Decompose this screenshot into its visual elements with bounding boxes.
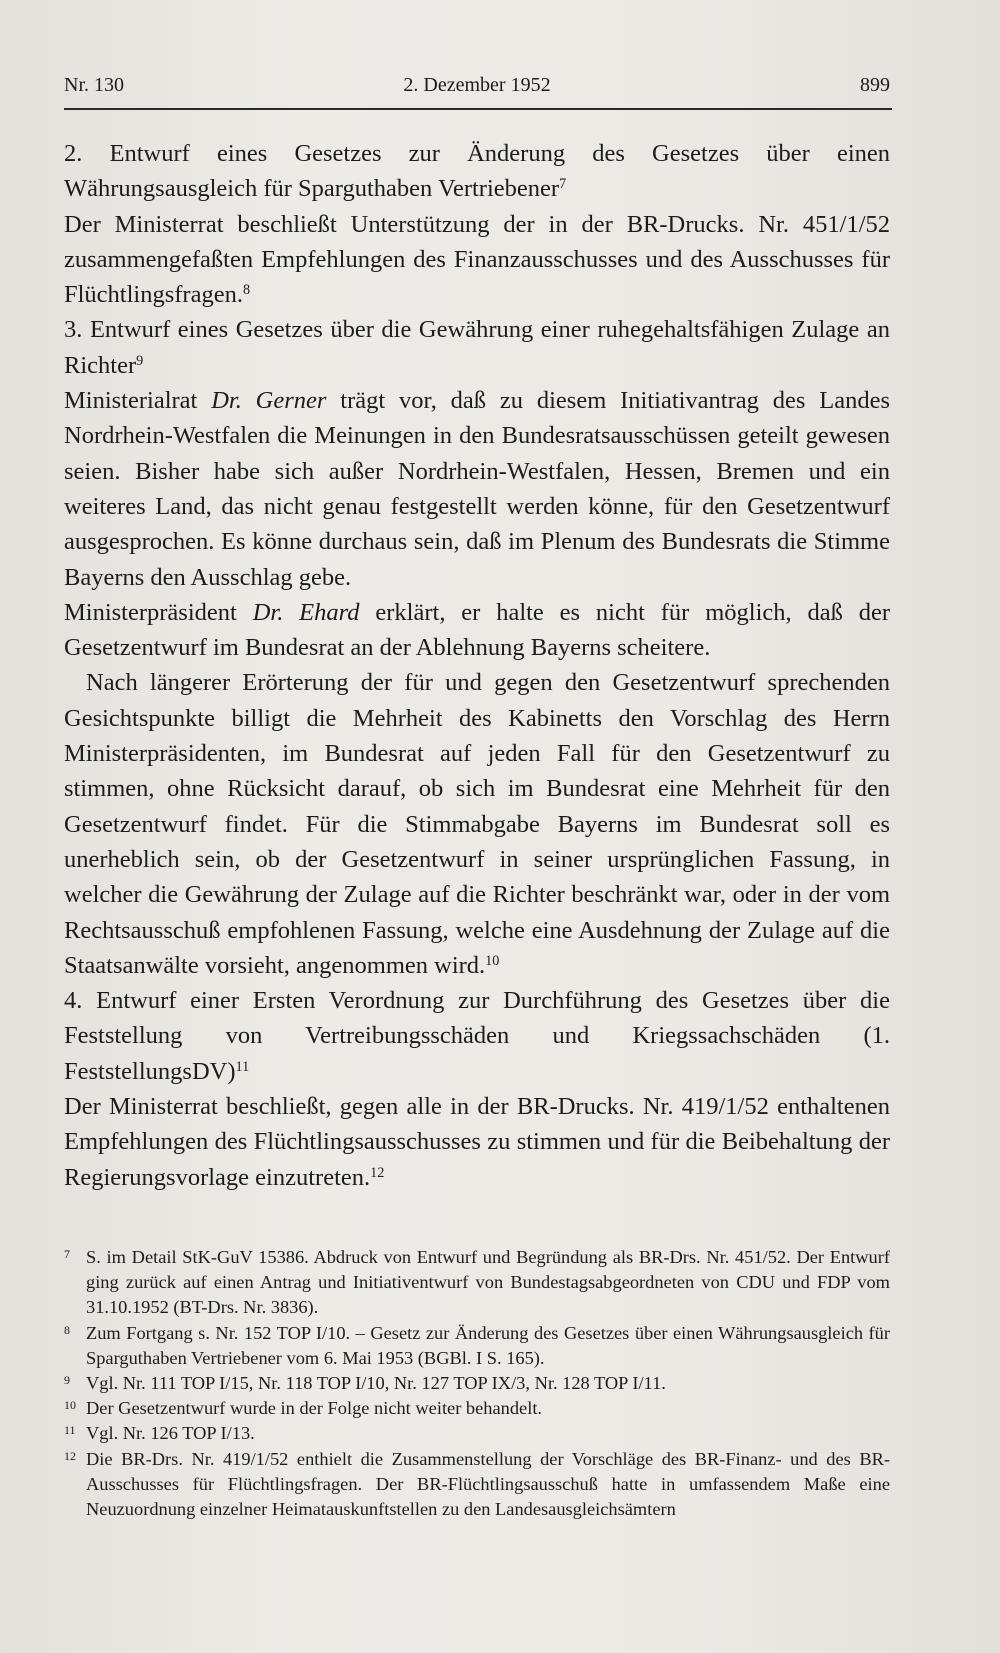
agenda-item-2-title: 2. Entwurf eines Gesetzes zur Änderung des Gesetzes über einen Währungsausgleich für Sparguthaben Vertriebener$^7$: [64, 140, 890, 203]
footnote-number: 7: [64, 1247, 70, 1261]
agenda-item-4-title: 4. Entwurf einer Ersten Verordnung zur Durchführung des Gesetzes über die Feststellung von Vertreibungsschäden und Kriegssachschäden (1. FeststellungsDV)$^{11}$: [64, 987, 890, 1085]
footnote: 12 Die BR-Drs. Nr. 419/1/52 enthielt die Zusammenstellung der Vorschläge des BR-Finanz- und des BR-Ausschusses für Flüchtlingsfragen. Der BR-Flüchtlingsausschuß hatte in umfassendem Maße eine Neuzuordnung einzelner Heimatauskunftstellen zu den Landesausgleichsämtern: [64, 1447, 890, 1523]
paragraph-gerner: Ministerialrat Dr. Gerner trägt vor, daß zu diesem Initiativantrag des Landes Nordrhein-Westfalen die Meinungen in den Bundesratsausschüssen geteilt gewesen seien. Bisher habe sich außer Nordrhein-Westfalen, Hessen, Bremen und ein weiteres Land, das nicht genau festgestellt werden könne, für den Gesetzentwurf ausgesprochen. Es könne durchaus sein, daß im Plenum des Bundesrats die Stimme Bayerns den Ausschlag gebe.: [64, 387, 890, 591]
header-rule: [64, 108, 892, 110]
page-number: 899: [860, 74, 890, 96]
running-header: [64, 74, 890, 100]
paragraph-decision: Nach längerer Erörterung der für und gegen den Gesetzentwurf sprechenden Gesichtspunkte billigt die Mehrheit des Kabinetts den Vorschlag des Herrn Ministerpräsidenten, im Bundesrat auf jeden Fall für den Gesetzentwurf zu stimmen, ohne Rücksicht darauf, ob sich im Bundesrat eine Mehrheit für den Gesetzentwurf findet. Für die Stimmabgabe Bayerns im Bundesrat soll es unerheblich sein, ob der Gesetzentwurf in seiner ursprünglichen Fassung, in welcher die Gewährung der Zulage auf die Richter beschränkt war, oder in der vom Rechtsausschuß empfohlenen Fassung, welche eine Ausdehnung der Zulage auf die Staatsanwälte vorsieht, angenommen wird.$^{10}$: [64, 669, 890, 979]
paragraph-ehard: Ministerpräsident Dr. Ehard erklärt, er halte es nicht für möglich, daß der Gesetzentwurf im Bundesrat an der Ablehnung Bayerns scheitere.: [64, 598, 890, 662]
footnote-ref: 9: [136, 352, 144, 369]
footnote-ref: 10: [485, 953, 500, 970]
footnote-ref: 12: [370, 1164, 385, 1181]
footnote: 8 Zum Fortgang s. Nr. 152 TOP I/10. – Gesetz zur Änderung des Gesetzes über einen Währungsausgleich für Sparguthaben Vertriebener vom 6. Mai 1953 (BGBl. I S. 165).: [64, 1321, 890, 1371]
footnotes: [64, 1245, 890, 1522]
footnote-ref: 8: [242, 282, 251, 299]
footnote-number: 9: [64, 1373, 70, 1388]
header-date: 2. Dezember 1952: [403, 74, 551, 96]
footnote-number: 12: [64, 1448, 76, 1463]
speaker-name: Dr. Ehard: [252, 598, 360, 626]
footnote-ref: 7: [559, 176, 567, 193]
document-number: Nr. 130: [64, 74, 124, 96]
footnote-number: 8: [64, 1322, 70, 1337]
footnote: 9 Vgl. Nr. 111 TOP I/15, Nr. 118 TOP I/10, Nr. 127 TOP IX/3, Nr. 128 TOP I/11.: [64, 1371, 890, 1396]
agenda-item-2-decision: Der Ministerrat beschließt Unterstützung der in der BR-Drucks. Nr. 451/1/52 zusammengefaßten Empfehlungen des Finanzausschusses und des Ausschusses für Flüchtlingsfragen.$^8$: [64, 210, 890, 309]
footnote-number: 11: [64, 1423, 76, 1438]
footnote-ref: 11: [235, 1058, 250, 1075]
agenda-item-4-decision: Der Ministerrat beschließt, gegen alle in der BR-Drucks. Nr. 419/1/52 enthaltenen Empfehlungen des Flüchtlingsausschusses zu stimmen und für die Beibehaltung der Regierungsvorlage einzutreten.$^{12}$: [64, 1093, 890, 1191]
main-text: [64, 136, 890, 1195]
footnote: 11 Vgl. Nr. 126 TOP I/13.: [64, 1421, 890, 1446]
footnote: 7 S. im Detail StK-GuV 15386. Abdruck von Entwurf und Begründung als BR-Drs. Nr. 451/52. Der Entwurf ging zurück auf einen Antrag und Initiativentwurf von Bundestagsabgeordneten von CDU und FDP vom 31.10.1952 (BT-Drs. Nr. 3836).: [64, 1245, 890, 1321]
speaker-name: Dr. Gerner: [211, 387, 327, 415]
agenda-item-3-title: 3. Entwurf eines Gesetzes über die Gewährung einer ruhegehaltsfähigen Zulage an Richter$^9$: [64, 316, 890, 379]
footnote: 10 Der Gesetzentwurf wurde in der Folge nicht weiter behandelt.: [64, 1396, 890, 1421]
footnote-number: 10: [64, 1398, 76, 1413]
